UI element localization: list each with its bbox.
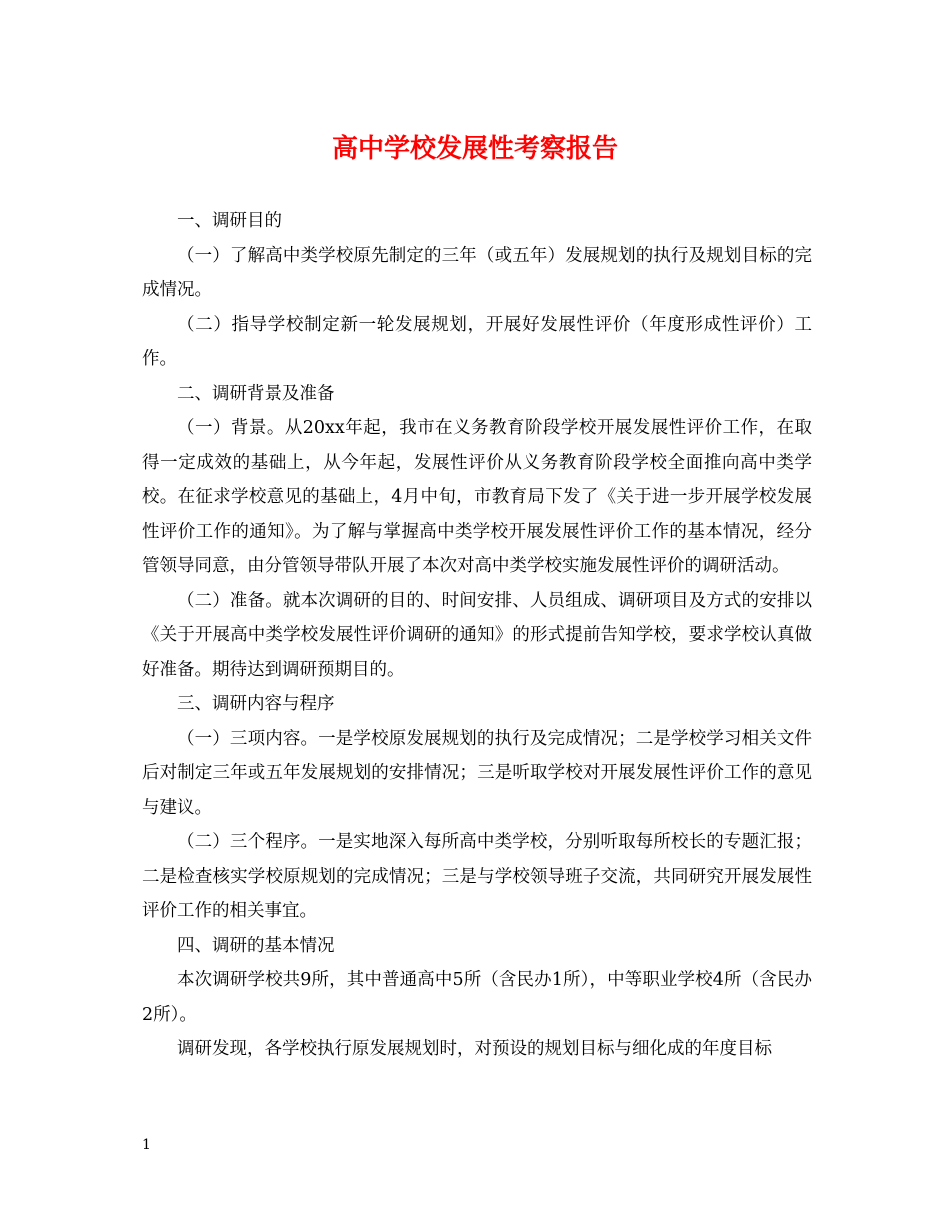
paragraph: 一、调研目的	[177, 211, 282, 231]
paragraph: 四、调研的基本情况	[177, 935, 335, 956]
paragraph: （一）三项内容。一是学校原发展规划的执行及完成情况；二是学校学习相关文件后对制定三年或五年发展规划的安排情况；三是听取学校对开展发展性评价工作的意见与建议。	[142, 728, 812, 818]
paragraph: 调研发现，各学校执行原发展规划时，对预设的规划目标与细化成的年度目标	[177, 1039, 772, 1059]
paragraph: 本次调研学校共9所，其中普通高中5所（含民办1所），中等职业学校4所（含民办2所）。	[142, 970, 812, 1025]
paragraph: 二、调研背景及准备	[177, 383, 335, 404]
document-title: 高中学校发展性考察报告	[331, 134, 618, 164]
paragraph: 三、调研内容与程序	[177, 694, 335, 714]
paragraph: （二）准备。就本次调研的目的、时间安排、人员组成、调研项目及方式的安排以《关于开展高中类学校发展性评价调研的通知》的形式提前告知学校，要求学校认真做好准备。期待达到调研预期目的。	[142, 590, 812, 680]
paragraph: （一）背景。从20xx年起，我市在义务教育阶段学校开展发展性评价工作，在取得一定成效的基础上，从今年起，发展性评价从义务教育阶段学校全面推向高中类学校。在征求学校意见的基础上，4月中旬，市教育局下发了《关于进一步开展学校发展性评价工作的通知》。为了解与掌握高中类学校开展发展性评价工作的基本情况，经分管领导同意，由分管领导带队开展了本次对高中类学校实施发展性评价的调研活动。	[142, 418, 812, 576]
document-body	[142, 204, 812, 1067]
paragraph: （一）了解高中类学校原先制定的三年（或五年）发展规划的执行及规划目标的完成情况。	[142, 245, 812, 300]
paragraph: （二）三个程序。一是实地深入每所高中类学校，分别听取每所校长的专题汇报；二是检查核实学校原规划的完成情况；三是与学校领导班子交流，共同研究开展发展性评价工作的相关事宜。	[142, 832, 812, 921]
page-number: 1	[142, 1137, 151, 1153]
paragraph: （二）指导学校制定新一轮发展规划，开展好发展性评价（年度形成性评价）工作。	[142, 314, 812, 369]
